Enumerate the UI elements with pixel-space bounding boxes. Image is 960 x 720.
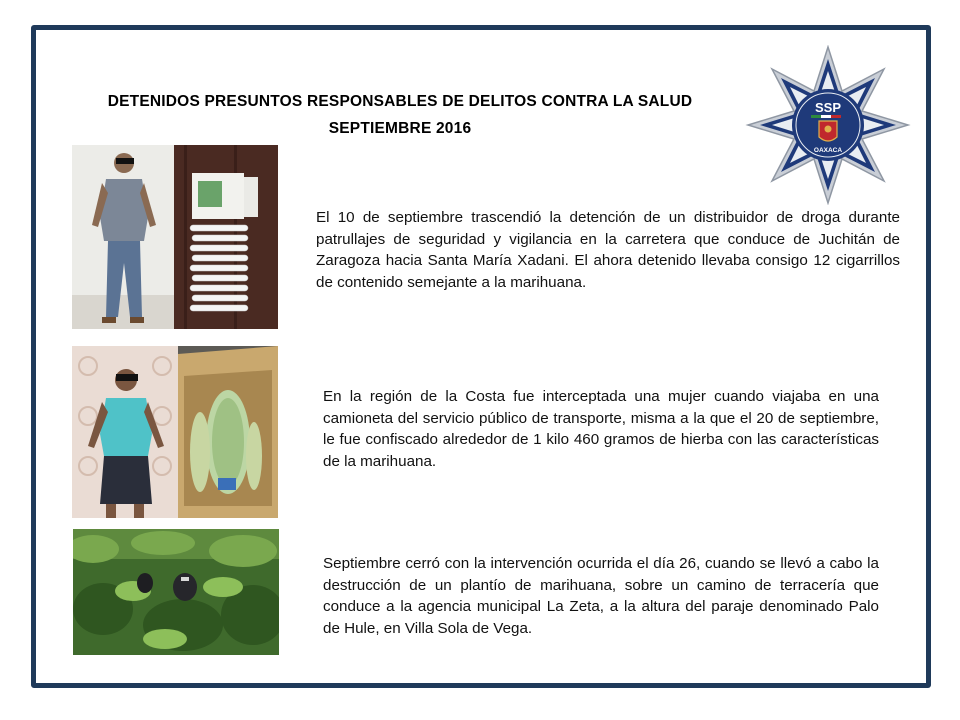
page-title bbox=[90, 88, 710, 142]
detainee-photo-1 bbox=[72, 145, 174, 329]
logo-abbrev: SSP bbox=[814, 100, 842, 115]
section-2-text: En la región de la Costa fue interceptada una mujer cuando viajaba en una camioneta del servicio público de transporte, misma a la que el 20 de septiembre, le fue confiscado alrededor de 1 kilo 460 gramos de hierba con las características de la marihuana. bbox=[323, 388, 879, 470]
seized-herb-box-photo bbox=[178, 346, 278, 518]
logo-state: OAXACA bbox=[813, 147, 843, 154]
seized-cigarettes-photo bbox=[174, 145, 278, 329]
section-1-text: El 10 de septiembre trascendió la detención de un distribuidor de droga durante patrullajes de seguridad y vigilancia en la carretera que conduce de Juchitán de Zaragoza hacia Santa María Xadani. El ahora detenido llevaba consigo 12 cigarrillos de contenido semejante a la marihuana. bbox=[316, 209, 900, 291]
section-3-text: Septiembre cerró con la intervención ocurrida el día 26, cuando se llevó a cabo la destrucción de un plantío de marihuana, sobre un camino de terracería que conduce a la agencia municipal La Zeta, a la altura del paraje denominado Palo de Hule, en Villa Sola de Vega. bbox=[323, 555, 879, 637]
detainee-photo-2 bbox=[72, 346, 178, 518]
title-line-1: DETENIDOS PRESUNTOS RESPONSABLES DE DELITOS CONTRA LA SALUD bbox=[107, 93, 693, 110]
marijuana-field-photo bbox=[73, 529, 279, 655]
title-line-2: SEPTIEMBRE 2016 bbox=[328, 120, 472, 137]
ssp-oaxaca-logo bbox=[742, 45, 914, 205]
